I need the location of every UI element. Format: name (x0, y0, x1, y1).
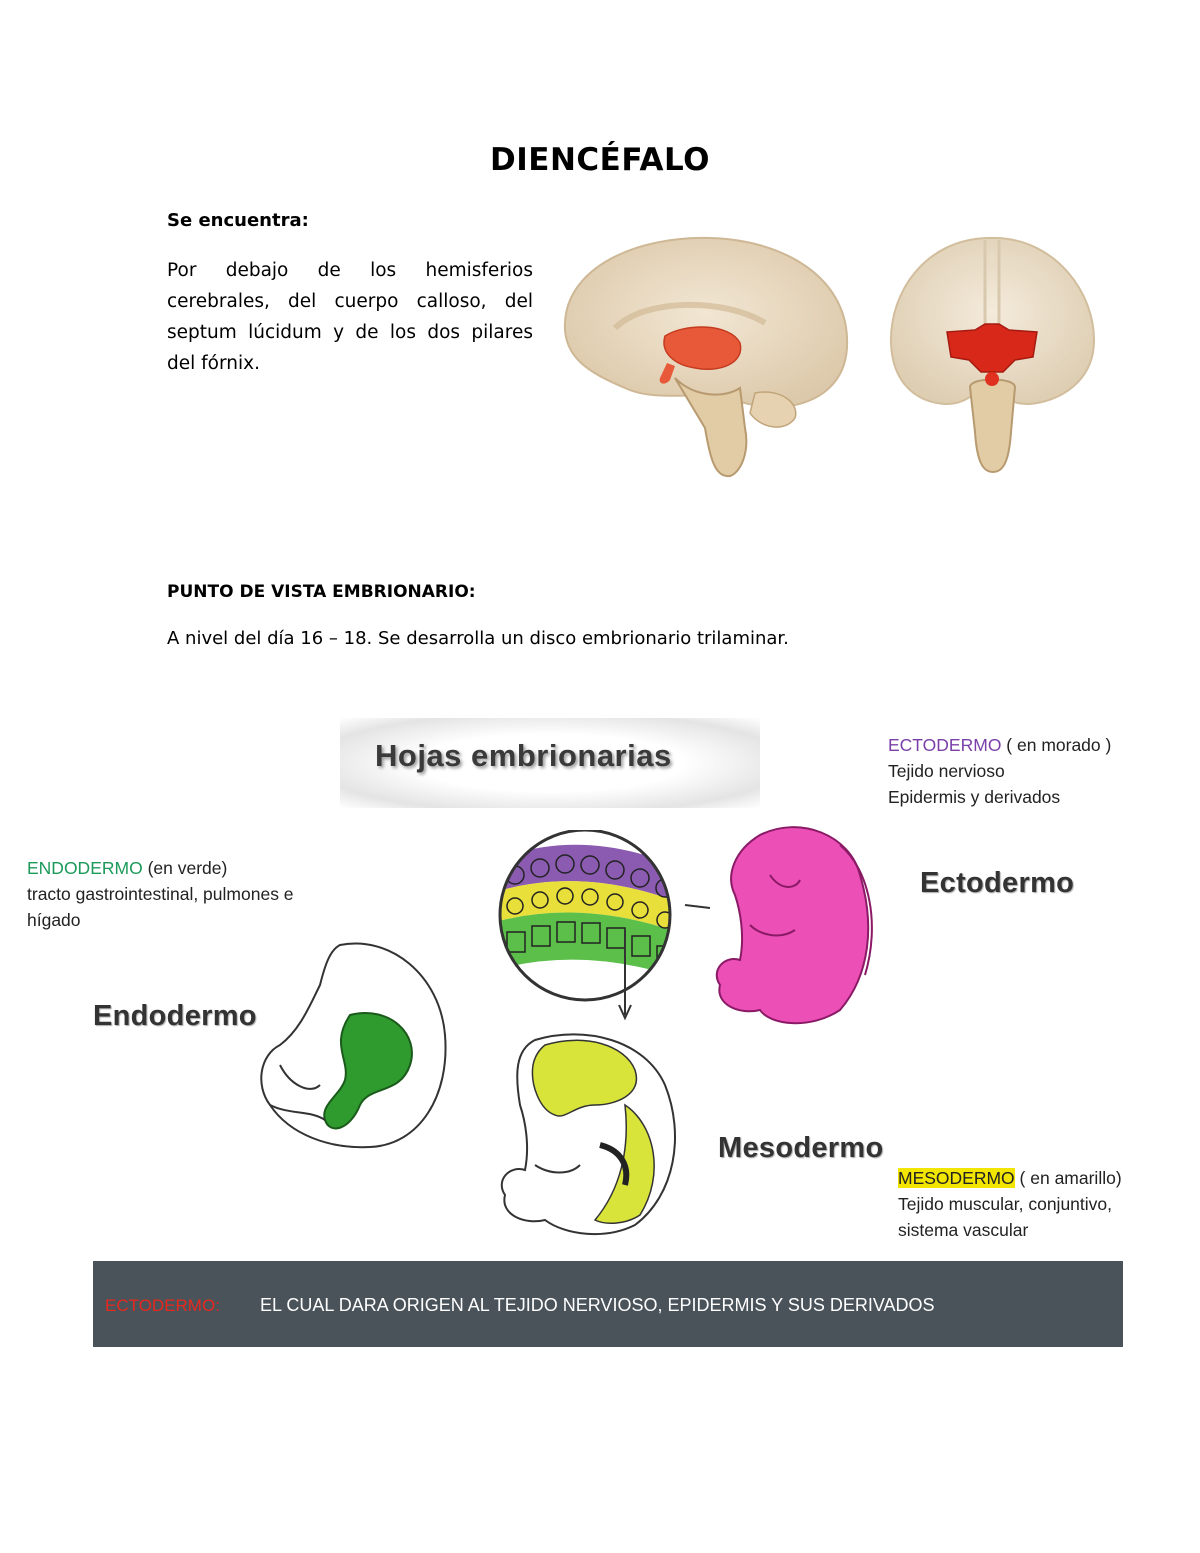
page-title: DIENCÉFALO (490, 142, 710, 178)
ectoderm-embryo-image (700, 815, 890, 1035)
endoderm-label: Endodermo (93, 1000, 257, 1032)
endoderm-note (27, 855, 294, 933)
endoderm-note-line: tracto gastrointestinal, pulmones e (27, 884, 294, 904)
trilaminar-disc-image (485, 830, 715, 1030)
banner-ectoderm-label: ECTODERMO: (105, 1296, 220, 1315)
section-heading-location: Se encuentra: (167, 210, 309, 231)
location-description: Por debajo de los hemisferios cerebrales, del cuerpo calloso, del septum lúcidum y de los dos pilares del fórnix. (167, 260, 533, 374)
mesoderm-label: Mesodermo (718, 1132, 884, 1164)
mesoderm-note-line: Tejido muscular, conjuntivo, (898, 1194, 1112, 1214)
endoderm-note-name: ENDODERMO (27, 858, 143, 878)
mesoderm-note-color: ( en amarillo) (1014, 1168, 1122, 1188)
embryology-description: A nivel del día 16 – 18. Se desarrolla un disco embrionario trilaminar. (167, 628, 789, 649)
mesoderm-embryo-image (495, 1025, 695, 1240)
ectoderm-note (888, 732, 1111, 810)
endoderm-embryo-image (250, 935, 460, 1155)
brain-sagittal-image (555, 228, 855, 483)
ectoderm-label: Ectodermo (920, 867, 1075, 899)
mesoderm-note-line: sistema vascular (898, 1220, 1029, 1240)
ectoderm-note-color: ( en morado ) (1001, 735, 1112, 755)
ectoderm-note-name: ECTODERMO (888, 735, 1002, 755)
figure-heading: Hojas embrionarias (375, 738, 672, 773)
section-heading-embryology: PUNTO DE VISTA EMBRIONARIO: (167, 582, 476, 602)
brain-coronal-image (885, 232, 1100, 477)
mesoderm-note (898, 1165, 1122, 1243)
ectoderm-note-line: Epidermis y derivados (888, 787, 1061, 807)
ectoderm-note-line: Tejido nervioso (888, 761, 1005, 781)
endoderm-note-line: hígado (27, 910, 81, 930)
endoderm-note-color: (en verde) (142, 858, 228, 878)
mesoderm-note-name: MESODERMO (898, 1168, 1015, 1188)
banner-text: EL CUAL DARA ORIGEN AL TEJIDO NERVIOSO, EPIDERMIS Y SUS DERIVADOS (260, 1295, 935, 1315)
